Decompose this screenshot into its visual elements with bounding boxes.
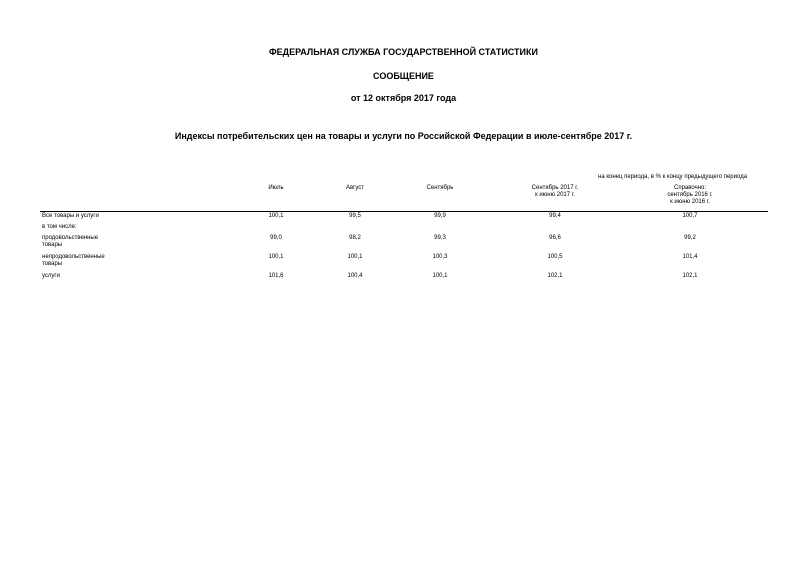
cell-july: 101,6 bbox=[268, 273, 284, 279]
row-label-line1: в том числе: bbox=[42, 224, 77, 230]
column-header-august: Август bbox=[345, 185, 365, 191]
column-header-sep-vs-jun-line1: Сентябрь 2017 г. bbox=[531, 185, 579, 191]
cell-reference: 102,1 bbox=[682, 273, 698, 279]
cell-sep-vs-jun: 102,1 bbox=[547, 273, 563, 279]
cell-july: 99,0 bbox=[270, 235, 282, 241]
cell-august: 100,1 bbox=[347, 254, 363, 260]
cell-july: 100,1 bbox=[268, 254, 284, 260]
cell-september: 99,9 bbox=[434, 213, 446, 219]
cell-september: 100,1 bbox=[432, 273, 448, 279]
row-label-services bbox=[42, 273, 60, 280]
cell-september: 100,3 bbox=[432, 254, 448, 260]
row-label-non-food bbox=[42, 254, 105, 268]
message-date: от 12 октября 2017 года bbox=[350, 93, 457, 103]
organization-title: ФЕДЕРАЛЬНАЯ СЛУЖБА ГОСУДАРСТВЕННОЙ СТАТИСТИКИ bbox=[269, 47, 538, 57]
cell-sep-vs-jun: 99,4 bbox=[549, 213, 561, 219]
column-header-reference bbox=[650, 185, 730, 206]
row-label-food bbox=[42, 235, 98, 249]
column-header-reference-line1: Справочно: bbox=[673, 185, 707, 191]
row-label-including bbox=[42, 224, 77, 231]
row-label-line1: Все товары и услуги bbox=[42, 213, 99, 219]
report-title: Индексы потребительских цен на товары и услуги по Российской Федерации в июле-сентябре 2017 г. bbox=[174, 131, 633, 141]
column-header-reference-line2: сентябрь 2016 г. bbox=[667, 192, 713, 198]
row-label-line2: товары bbox=[42, 242, 63, 248]
row-label-line1: непродовольственные bbox=[42, 254, 105, 260]
row-label-line2: товары bbox=[42, 261, 63, 267]
column-header-reference-line3: к июню 2016 г. bbox=[670, 199, 710, 205]
row-label-all-goods bbox=[42, 213, 99, 220]
row-label-line1: услуги bbox=[42, 273, 60, 279]
message-heading: СООБЩЕНИЕ bbox=[373, 71, 434, 81]
cell-reference: 100,7 bbox=[682, 213, 698, 219]
cell-july: 100,1 bbox=[268, 213, 284, 219]
cell-reference: 101,4 bbox=[682, 254, 698, 260]
cell-august: 100,4 bbox=[347, 273, 363, 279]
cell-reference: 99,2 bbox=[684, 235, 696, 241]
column-header-july: Июль bbox=[268, 185, 284, 191]
units-note: на конец периода, в % к концу предыдущего периода bbox=[598, 174, 748, 180]
cell-september: 99,3 bbox=[434, 235, 446, 241]
cell-august: 99,5 bbox=[349, 213, 361, 219]
column-header-sep-vs-jun-line2: к июню 2017 г. bbox=[535, 192, 575, 198]
column-header-september: Сентябрь bbox=[426, 185, 454, 191]
header-divider bbox=[40, 211, 768, 212]
column-header-sep-vs-jun bbox=[515, 185, 595, 199]
cell-sep-vs-jun: 100,5 bbox=[547, 254, 563, 260]
cell-august: 98,2 bbox=[349, 235, 361, 241]
cell-sep-vs-jun: 96,6 bbox=[549, 235, 561, 241]
row-label-line1: продовольственные bbox=[42, 235, 99, 241]
